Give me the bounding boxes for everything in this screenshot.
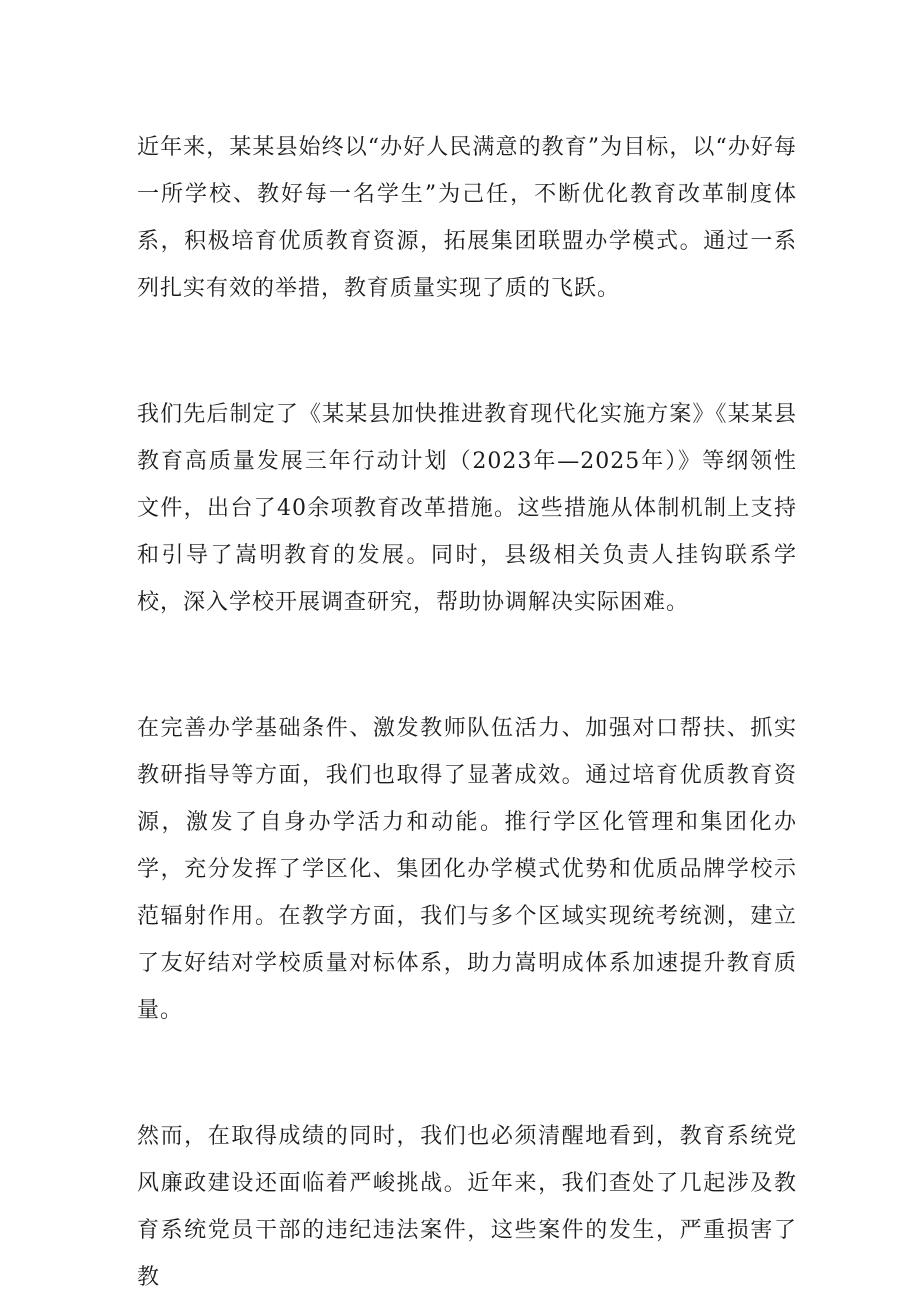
paragraph-4: 然而，在取得成绩的同时，我们也必须清醒地看到，教育系统党风廉政建设还面临着严峻挑战。近年来，我们查处了几起涉及教育系统党员干部的违纪违法案件，这些案件的发生，严重损害了教 <box>137 1124 797 1290</box>
document-body <box>137 124 797 1301</box>
paragraph-1: 近年来，某某县始终以“办好人民满意的教育”为目标，以“办好每一所学校、教好每一名学生”为己任，不断优化教育改革制度体系，积极培育优质教育资源，拓展集团联盟办学模式。通过一系列扎实有效的举措，教育质量实现了质的飞跃。 <box>137 135 797 301</box>
paragraph-2: 我们先后制定了《某某县加快推进教育现代化实施方案》《某某县教育高质量发展三年行动计划（2023年—2025年）》等纲领性文件，出台了40余项教育改革措施。这些措施从体制机制上支持和引导了嵩明教育的发展。同时，县级相关负责人挂钩联系学校，深入学校开展调查研究，帮助协调解决实际困难。 <box>137 402 797 615</box>
paragraph-3: 在完善办学基础条件、激发教师队伍活力、加强对口帮扶、抓实教研指导等方面，我们也取得了显著成效。通过培育优质教育资源，激发了自身办学活力和动能。推行学区化管理和集团化办学，充分发挥了学区化、集团化办学模式优势和优质品牌学校示范辐射作用。在教学方面，我们与多个区域实现统考统测，建立了友好结对学校质量对标体系，助力嵩明成体系加速提升教育质量。 <box>137 716 797 1023</box>
